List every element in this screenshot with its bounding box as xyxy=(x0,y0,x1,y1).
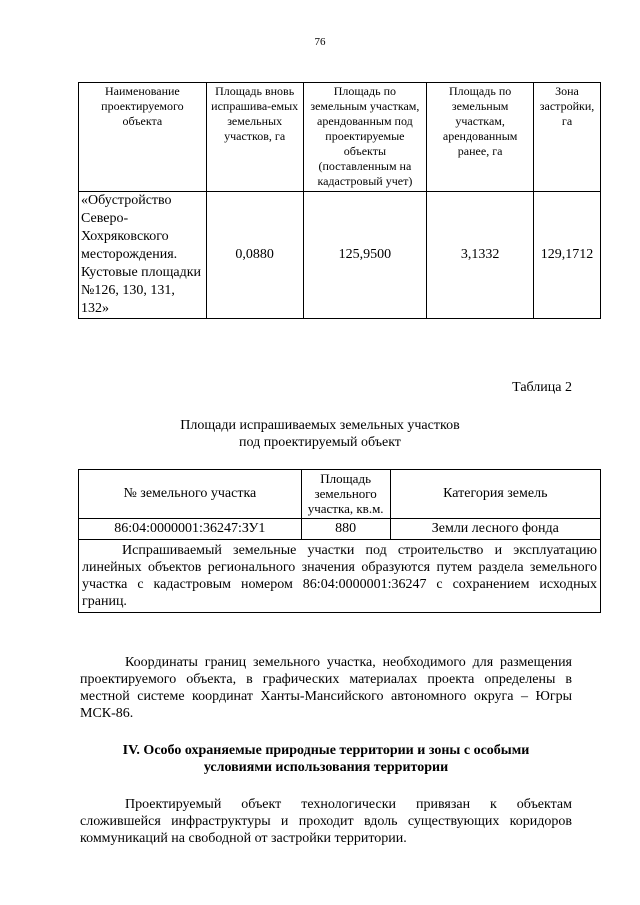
land-parcel-table xyxy=(78,469,601,613)
page-number: 76 xyxy=(314,36,326,48)
header-leased-earlier: Площадь по земельным участкам, арендованным ранее, га xyxy=(427,83,534,192)
cell-note: Испрашиваемый земельные участки под строительство и эксплуатацию линейных объектов регионального значения образуются путем раздела земельного участка с кадастровым номером 86:04:0000001:36247 с сохранением исходных границ. xyxy=(79,540,601,613)
header-zone: Зона застройки, га xyxy=(534,83,601,192)
cell-object-name: «Обустройство Северо-Хохряковского месторождения. Кустовые площадки №126, 130, 131, 132» xyxy=(79,192,207,319)
header-land-category: Категория земель xyxy=(390,470,600,519)
cell-leased-earlier: 3,1332 xyxy=(427,192,534,319)
paragraph-infrastructure: Проектируемый объект технологически привязан к объектам сложившейся инфраструктуры и проходит вдоль существующих коридоров коммуникаций на свободной от застройки территории. xyxy=(80,797,572,846)
section-heading-line1: IV. Особо охраняемые природные территории и зоны с особыми xyxy=(122,743,530,758)
header-leased-cadastral: Площадь по земельным участкам, арендованным под проектируемые объекты (поставленным на кадастровый учет) xyxy=(303,83,427,192)
cell-land-category: Земли лесного фонда xyxy=(390,519,600,540)
cell-new-area: 0,0880 xyxy=(206,192,303,319)
table2-title xyxy=(0,417,640,451)
paragraph-coordinates: Координаты границ земельного участка, необходимого для размещения проектируемого объекта, в графических материалах проекта определены в местной системе координат Ханты-Мансийского автономного округа – Югры МСК-86. xyxy=(80,655,572,721)
header-new-area: Площадь вновь испрашива-емых земельных участков, га xyxy=(206,83,303,192)
table-row xyxy=(79,192,601,319)
cell-parcel-area: 880 xyxy=(301,519,390,540)
table-header-row xyxy=(79,83,601,192)
cell-zone: 129,1712 xyxy=(534,192,601,319)
table-header-row xyxy=(79,470,601,519)
project-object-area-table xyxy=(78,82,601,319)
header-object-name: Наименование проектируемого объекта xyxy=(79,83,207,192)
table2-title-line1: Площади испрашиваемых земельных участков xyxy=(180,418,460,433)
header-parcel-area: Площадь земельного участка, кв.м. xyxy=(301,470,390,519)
section-heading xyxy=(80,742,572,776)
table-row xyxy=(79,519,601,540)
table2-label: Таблица 2 xyxy=(512,380,572,395)
section-heading-line2: условиями использования территории xyxy=(203,760,449,775)
cell-parcel-number: 86:04:0000001:36247:ЗУ1 xyxy=(79,519,302,540)
cell-leased-cadastral: 125,9500 xyxy=(303,192,427,319)
table2-title-line2: под проектируемый объект xyxy=(239,435,401,450)
table-note-row xyxy=(79,540,601,613)
header-parcel-number: № земельного участка xyxy=(79,470,302,519)
